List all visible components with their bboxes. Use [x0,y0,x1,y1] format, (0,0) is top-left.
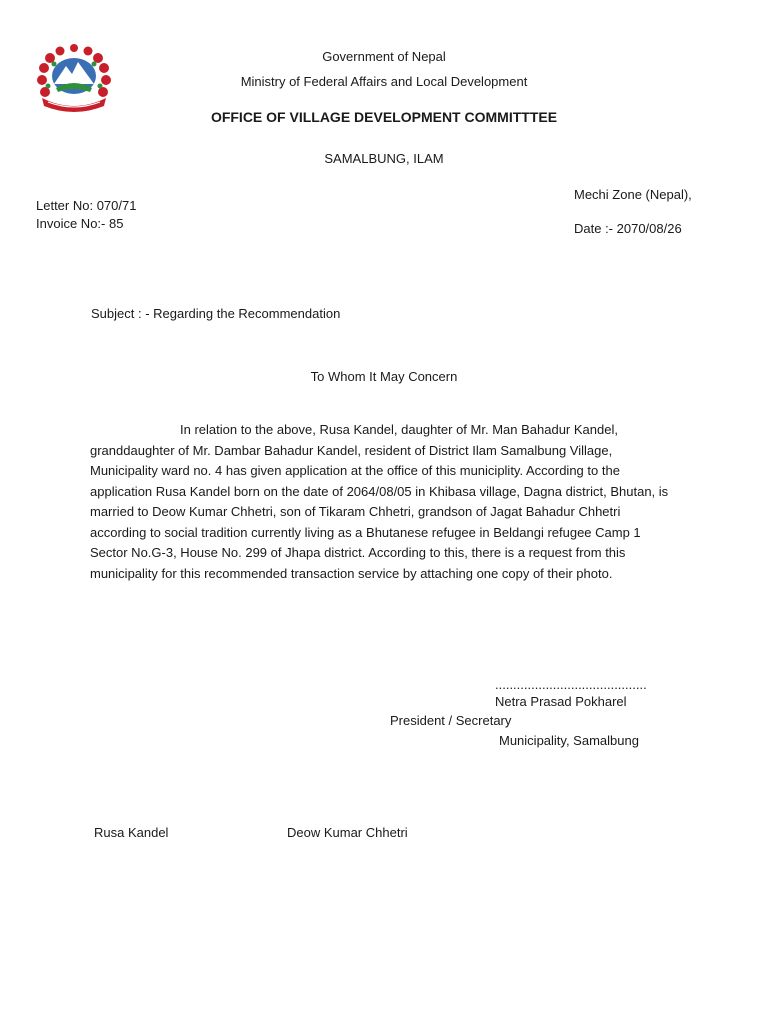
letter-number: Letter No: 070/71 [36,198,137,213]
signatory-position: President / Secretary [390,713,512,728]
signature-line: .......................................... [495,677,647,692]
government-name: Government of Nepal [322,49,446,64]
salutation: To Whom It May Concern [310,369,458,384]
party-second-name: Deow Kumar Chhetri [287,825,408,840]
office-title: OFFICE OF VILLAGE DEVELOPMENT COMMITTTEE [210,109,558,125]
letter-date: Date :- 2070/08/26 [574,221,682,236]
ministry-name: Ministry of Federal Affairs and Local Development [240,74,528,89]
office-location: SAMALBUNG, ILAM [324,151,444,166]
invoice-number: Invoice No:- 85 [36,216,124,231]
signatory-office: Municipality, Samalbung [499,733,639,748]
signatory-name: Netra Prasad Pokharel [495,694,627,709]
zone-text: Mechi Zone (Nepal), [574,187,692,202]
letter-body: In relation to the above, Rusa Kandel, daughter of Mr. Man Bahadur Kandel, granddaughter of Mr. Dambar Bahadur Kandel, resident of District Ilam Samalbung Village, Municipality ward no. 4 has given application at the office of this municiplity. According to the application Rusa Kandel born on the date of 2064/08/05 in Khibasa village, Dagna district, Bhutan, is married to Deow Kumar Chhetri, son of Tikaram Chhetri, grandson of Jagat Bahadur Chhetri according to social tradition currently living as a Bhutanese refugee in Beldangi refugee Camp 1 Sector No.G-3, House No. 299 of Jhapa district. According to this, there is a request from this municipality for this recommended transaction service by attaching one copy of their photo. [90,422,669,581]
party-first-name: Rusa Kandel [94,825,169,840]
subject-line: Subject : - Regarding the Recommendation [91,306,341,321]
